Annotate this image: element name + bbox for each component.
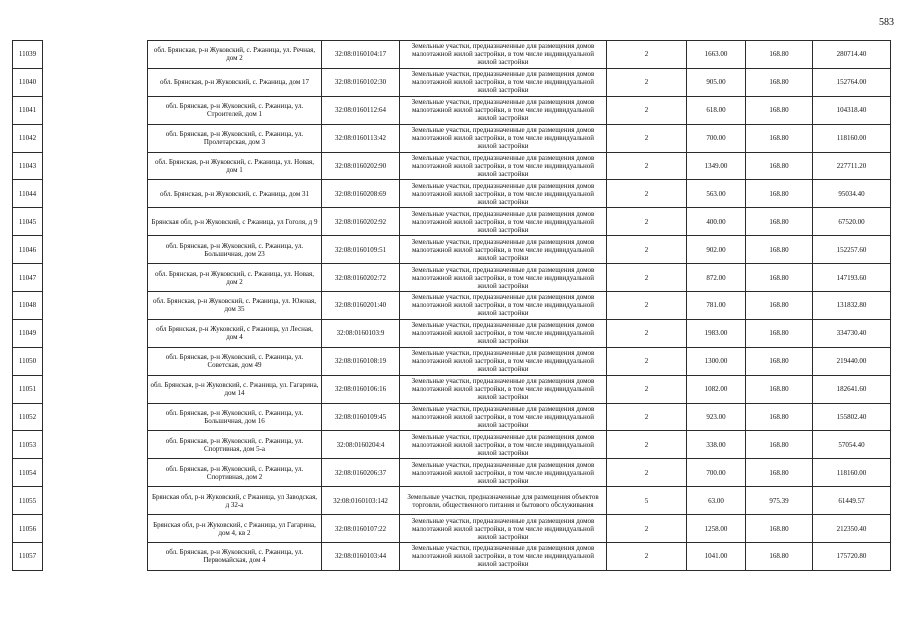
address-cell: обл. Брянская, р-н Жуковский, с. Ржаница, дом 31 [148,180,322,208]
area-cell: 781.00 [687,292,746,320]
group-cell: 2 [607,543,687,571]
specific-value-cell: 168.80 [746,347,813,375]
group-cell: 5 [607,487,687,515]
group-cell: 2 [607,152,687,180]
address-cell: обл. Брянская, р-н Жуковский, с. Ржаница, ул. Новая, дом 2 [148,264,322,292]
cadastral-number-cell: 32:08:0160201:40 [322,292,400,320]
address-cell: обл. Брянская, р-н Жуковский, с. Ржаница, ул. Новая, дом 1 [148,152,322,180]
area-cell: 563.00 [687,180,746,208]
land-use-cell: Земельные участки, предназначенные для размещения домов малоэтажной жилой застройки, в том числе индивидуальной жилой застройки [400,375,607,403]
cadastral-number-cell: 32:08:0160208:69 [322,180,400,208]
row-number-cell: 11040 [13,68,43,96]
row-number-cell: 11043 [13,152,43,180]
group-cell: 2 [607,515,687,543]
spacer-cell [43,68,148,96]
cadastral-value-cell: 152764.00 [813,68,891,96]
spacer-cell [43,41,148,69]
address-cell: обл Брянская, р-н Жуковский, с Ржаница, ул Лесная, дом 4 [148,319,322,347]
table-row [13,292,891,320]
area-cell: 923.00 [687,403,746,431]
land-use-cell: Земельные участки, предназначенные для размещения домов малоэтажной жилой застройки, в том числе индивидуальной жилой застройки [400,431,607,459]
address-cell: обл. Брянская, р-н Жуковский, с. Ржаница, ул. Речная, дом 2 [148,41,322,69]
area-cell: 1258.00 [687,515,746,543]
row-number-cell: 11045 [13,208,43,236]
specific-value-cell: 168.80 [746,543,813,571]
cadastral-value-cell: 147193.60 [813,264,891,292]
cadastral-value-cell: 61449.57 [813,487,891,515]
area-cell: 872.00 [687,264,746,292]
group-cell: 2 [607,41,687,69]
specific-value-cell: 168.80 [746,152,813,180]
cadastral-number-cell: 32:08:0160103:44 [322,543,400,571]
cadastral-value-cell: 152257.60 [813,236,891,264]
table-row [13,264,891,292]
row-number-cell: 11049 [13,319,43,347]
group-cell: 2 [607,96,687,124]
group-cell: 2 [607,68,687,96]
cadastral-value-cell: 104318.40 [813,96,891,124]
group-cell: 2 [607,375,687,403]
cadastral-value-cell: 131832.80 [813,292,891,320]
cadastral-number-cell: 32:08:0160109:45 [322,403,400,431]
table-row [13,124,891,152]
cadastral-value-cell: 155802.40 [813,403,891,431]
land-use-cell: Земельные участки, предназначенные для размещения домов малоэтажной жилой застройки, в том числе индивидуальной жилой застройки [400,208,607,236]
area-cell: 1663.00 [687,41,746,69]
cadastral-number-cell: 32:08:0160202:90 [322,152,400,180]
row-number-cell: 11048 [13,292,43,320]
group-cell: 2 [607,431,687,459]
table-row [13,347,891,375]
cadastral-number-cell: 32:08:0160103:142 [322,487,400,515]
cadastral-value-cell: 334730.40 [813,319,891,347]
cadastral-value-cell: 280714.40 [813,41,891,69]
cadastral-number-cell: 32:08:0160108:19 [322,347,400,375]
spacer-cell [43,403,148,431]
table-row [13,319,891,347]
specific-value-cell: 168.80 [746,208,813,236]
spacer-cell [43,459,148,487]
cadastral-number-cell: 32:08:0160109:51 [322,236,400,264]
land-use-cell: Земельные участки, предназначенные для размещения домов малоэтажной жилой застройки, в том числе индивидуальной жилой застройки [400,41,607,69]
area-cell: 1300.00 [687,347,746,375]
row-number-cell: 11055 [13,487,43,515]
land-use-cell: Земельные участки, предназначенные для размещения домов малоэтажной жилой застройки, в том числе индивидуальной жилой застройки [400,543,607,571]
land-registry-table [12,40,891,571]
table-row [13,180,891,208]
land-use-cell: Земельные участки, предназначенные для размещения домов малоэтажной жилой застройки, в том числе индивидуальной жилой застройки [400,403,607,431]
specific-value-cell: 168.80 [746,264,813,292]
cadastral-number-cell: 32:08:0160102:30 [322,68,400,96]
group-cell: 2 [607,292,687,320]
table-row [13,96,891,124]
specific-value-cell: 168.80 [746,124,813,152]
table-body [13,41,891,571]
cadastral-number-cell: 32:08:0160202:92 [322,208,400,236]
land-use-cell: Земельные участки, предназначенные для размещения объектов торговли, общественного питания и бытового обслуживания [400,487,607,515]
spacer-cell [43,208,148,236]
specific-value-cell: 168.80 [746,236,813,264]
cadastral-value-cell: 175720.80 [813,543,891,571]
spacer-cell [43,347,148,375]
specific-value-cell: 168.80 [746,180,813,208]
specific-value-cell: 168.80 [746,68,813,96]
group-cell: 2 [607,124,687,152]
cadastral-value-cell: 95034.40 [813,180,891,208]
area-cell: 700.00 [687,459,746,487]
area-cell: 1349.00 [687,152,746,180]
cadastral-number-cell: 32:08:0160107:22 [322,515,400,543]
table-row [13,487,891,515]
specific-value-cell: 168.80 [746,375,813,403]
row-number-cell: 11054 [13,459,43,487]
cadastral-value-cell: 182641.60 [813,375,891,403]
address-cell: обл. Брянская, р-н Жуковский, с. Ржаница, ул. Большичная, дом 16 [148,403,322,431]
row-number-cell: 11042 [13,124,43,152]
specific-value-cell: 168.80 [746,431,813,459]
area-cell: 700.00 [687,124,746,152]
area-cell: 618.00 [687,96,746,124]
cadastral-value-cell: 212350.40 [813,515,891,543]
address-cell: обл. Брянская, р-н Жуковский, с. Ржаница, ул. Гагарина, дом 14 [148,375,322,403]
area-cell: 1983.00 [687,319,746,347]
cadastral-value-cell: 57054.40 [813,431,891,459]
table-row [13,68,891,96]
land-use-cell: Земельные участки, предназначенные для размещения домов малоэтажной жилой застройки, в том числе индивидуальной жилой застройки [400,236,607,264]
spacer-cell [43,487,148,515]
land-use-cell: Земельные участки, предназначенные для размещения домов малоэтажной жилой застройки, в том числе индивидуальной жилой застройки [400,459,607,487]
cadastral-number-cell: 32:08:0160112:64 [322,96,400,124]
specific-value-cell: 168.80 [746,319,813,347]
area-cell: 905.00 [687,68,746,96]
cadastral-number-cell: 32:08:0160106:16 [322,375,400,403]
table-row [13,459,891,487]
spacer-cell [43,96,148,124]
cadastral-number-cell: 32:08:0160206:37 [322,459,400,487]
land-use-cell: Земельные участки, предназначенные для размещения домов малоэтажной жилой застройки, в том числе индивидуальной жилой застройки [400,292,607,320]
specific-value-cell: 168.80 [746,41,813,69]
cadastral-value-cell: 227711.20 [813,152,891,180]
group-cell: 2 [607,347,687,375]
address-cell: Брянская обл, р-н Жуковский, с Ржаница, ул Заводская, д 32-а [148,487,322,515]
area-cell: 63.00 [687,487,746,515]
specific-value-cell: 975.39 [746,487,813,515]
group-cell: 2 [607,264,687,292]
spacer-cell [43,375,148,403]
specific-value-cell: 168.80 [746,515,813,543]
land-use-cell: Земельные участки, предназначенные для размещения домов малоэтажной жилой застройки, в том числе индивидуальной жилой застройки [400,264,607,292]
land-use-cell: Земельные участки, предназначенные для размещения домов малоэтажной жилой застройки, в том числе индивидуальной жилой застройки [400,124,607,152]
group-cell: 2 [607,319,687,347]
cadastral-number-cell: 32:08:0160104:17 [322,41,400,69]
spacer-cell [43,319,148,347]
cadastral-number-cell: 32:08:0160202:72 [322,264,400,292]
land-use-cell: Земельные участки, предназначенные для размещения домов малоэтажной жилой застройки, в том числе индивидуальной жилой застройки [400,180,607,208]
row-number-cell: 11047 [13,264,43,292]
table-row [13,152,891,180]
row-number-cell: 11053 [13,431,43,459]
spacer-cell [43,124,148,152]
spacer-cell [43,543,148,571]
spacer-cell [43,431,148,459]
specific-value-cell: 168.80 [746,292,813,320]
address-cell: Брянская обл, р-н Жуковский, с Ржаница, ул Гагарина, дом 4, кв 2 [148,515,322,543]
cadastral-number-cell: 32:08:0160103:9 [322,319,400,347]
group-cell: 2 [607,208,687,236]
address-cell: Брянская обл, р-н Жуковский, с Ржаница, ул Гоголя, д 9 [148,208,322,236]
table-row [13,375,891,403]
specific-value-cell: 168.80 [746,403,813,431]
land-use-cell: Земельные участки, предназначенные для размещения домов малоэтажной жилой застройки, в том числе индивидуальной жилой застройки [400,319,607,347]
address-cell: обл. Брянская, р-н Жуковский, с. Ржаница, дом 17 [148,68,322,96]
table-row [13,431,891,459]
area-cell: 400.00 [687,208,746,236]
area-cell: 338.00 [687,431,746,459]
table-row [13,41,891,69]
address-cell: обл. Брянская, р-н Жуковский, с. Ржаница, ул. Пролетарская, дом 3 [148,124,322,152]
land-use-cell: Земельные участки, предназначенные для размещения домов малоэтажной жилой застройки, в том числе индивидуальной жилой застройки [400,347,607,375]
land-use-cell: Земельные участки, предназначенные для размещения домов малоэтажной жилой застройки, в том числе индивидуальной жилой застройки [400,68,607,96]
cadastral-value-cell: 67520.00 [813,208,891,236]
spacer-cell [43,236,148,264]
row-number-cell: 11039 [13,41,43,69]
cadastral-value-cell: 118160.00 [813,124,891,152]
spacer-cell [43,515,148,543]
address-cell: обл. Брянская, р-н Жуковский, с. Ржаница, ул. Советская, дом 49 [148,347,322,375]
address-cell: обл. Брянская, р-н Жуковский, с. Ржаница, ул. Первомайская, дом 4 [148,543,322,571]
table-row [13,403,891,431]
row-number-cell: 11044 [13,180,43,208]
area-cell: 902.00 [687,236,746,264]
specific-value-cell: 168.80 [746,459,813,487]
address-cell: обл. Брянская, р-н Жуковский, с. Ржаница, ул. Спортивная, дом 5-а [148,431,322,459]
row-number-cell: 11041 [13,96,43,124]
spacer-cell [43,292,148,320]
address-cell: обл. Брянская, р-н Жуковский, с. Ржаница, ул. Строителей, дом 1 [148,96,322,124]
land-use-cell: Земельные участки, предназначенные для размещения домов малоэтажной жилой застройки, в том числе индивидуальной жилой застройки [400,152,607,180]
table-row [13,208,891,236]
row-number-cell: 11056 [13,515,43,543]
row-number-cell: 11051 [13,375,43,403]
land-use-cell: Земельные участки, предназначенные для размещения домов малоэтажной жилой застройки, в том числе индивидуальной жилой застройки [400,515,607,543]
spacer-cell [43,152,148,180]
group-cell: 2 [607,236,687,264]
row-number-cell: 11050 [13,347,43,375]
cadastral-value-cell: 219440.00 [813,347,891,375]
address-cell: обл. Брянская, р-н Жуковский, с. Ржаница, ул. Большичная, дом 23 [148,236,322,264]
row-number-cell: 11046 [13,236,43,264]
table-row [13,543,891,571]
land-use-cell: Земельные участки, предназначенные для размещения домов малоэтажной жилой застройки, в том числе индивидуальной жилой застройки [400,96,607,124]
page-number: 583 [879,17,894,28]
cadastral-value-cell: 118160.00 [813,459,891,487]
group-cell: 2 [607,180,687,208]
address-cell: обл. Брянская, р-н Жуковский, с. Ржаница, ул. Спортивная, дом 2 [148,459,322,487]
area-cell: 1082.00 [687,375,746,403]
cadastral-number-cell: 32:08:0160113:42 [322,124,400,152]
table-row [13,515,891,543]
area-cell: 1041.00 [687,543,746,571]
group-cell: 2 [607,403,687,431]
spacer-cell [43,264,148,292]
spacer-cell [43,180,148,208]
cadastral-number-cell: 32:08:0160204:4 [322,431,400,459]
specific-value-cell: 168.80 [746,96,813,124]
address-cell: обл. Брянская, р-н Жуковский, с. Ржаница, ул. Южная, дом 35 [148,292,322,320]
group-cell: 2 [607,459,687,487]
table-row [13,236,891,264]
row-number-cell: 11057 [13,543,43,571]
row-number-cell: 11052 [13,403,43,431]
